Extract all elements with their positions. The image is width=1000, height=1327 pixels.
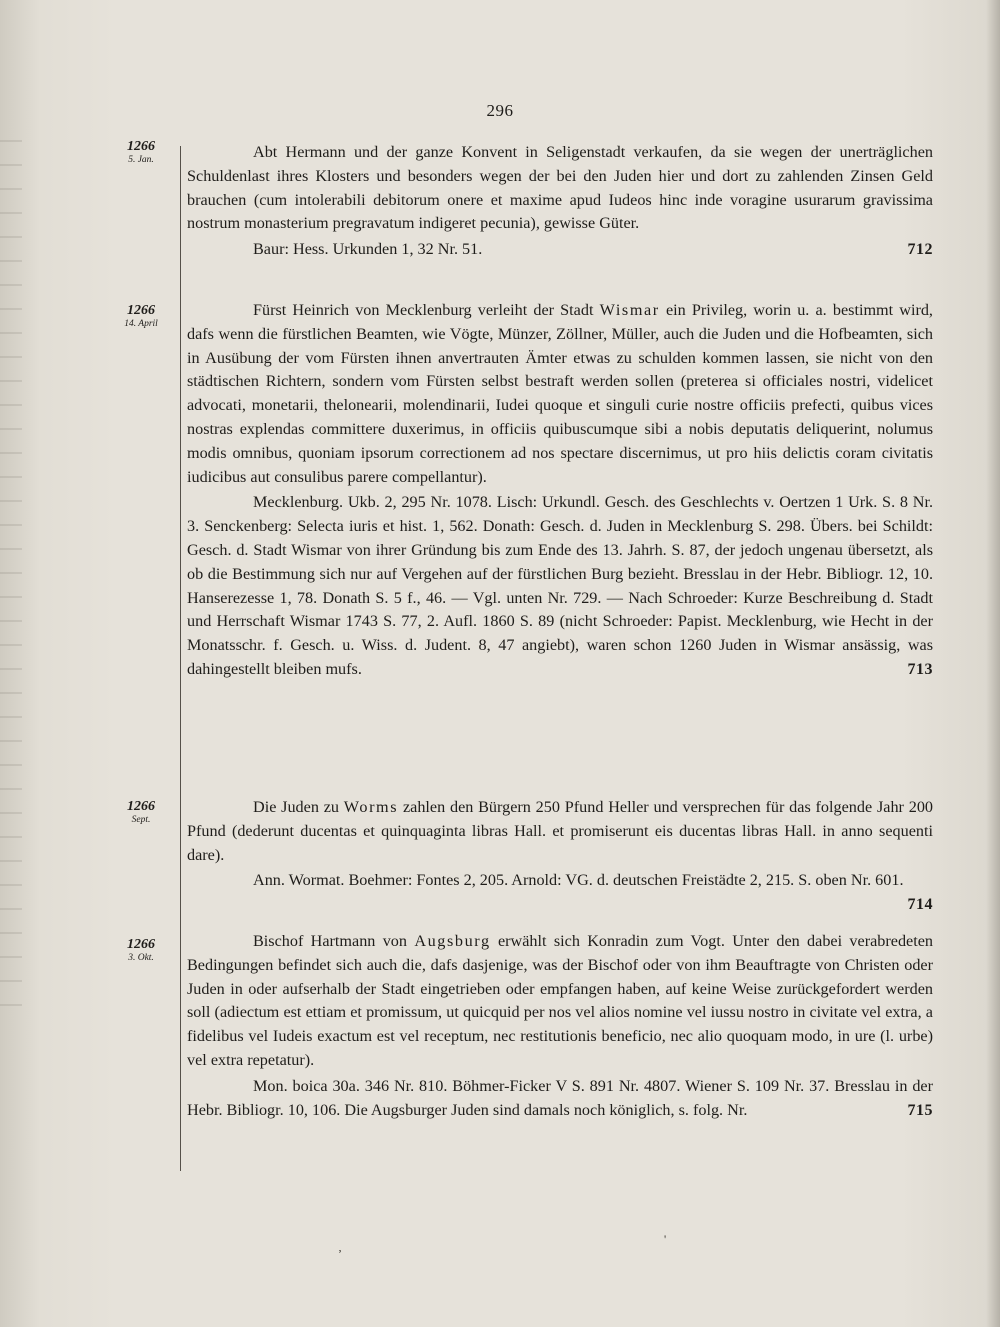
entry-day: Sept. [131, 815, 151, 825]
entry-place-spaced: Wismar [599, 301, 660, 319]
entry-text-pre: Bischof Hartmann von [253, 932, 415, 950]
entry-year: 1266 [127, 937, 155, 952]
entry-day: 14. April [124, 319, 158, 329]
date-margin-712 [110, 139, 172, 166]
entry-source: Ann. Wormat. Boehmer: Fontes 2, 205. Arnold: VG. d. deutschen Freistädte 2, 215. S. oben Nr. 601. [253, 871, 904, 890]
stray-ink-mark: ‚ [338, 1240, 342, 1254]
entry-text [187, 930, 933, 1073]
facing-page-bleed [0, 140, 22, 1020]
entry-source-line [187, 1075, 933, 1123]
date-margin-713 [110, 303, 172, 330]
entry-year: 1266 [127, 799, 155, 814]
entry-source-line [187, 869, 933, 914]
entry-body-712 [187, 141, 933, 262]
entry-source: Mon. boica 30a. 346 Nr. 810. Böhmer-Ficker V S. 891 Nr. 4807. Wiener S. 109 Nr. 37. Bresslau in der Hebr. Bibliogr. 10, 106. Die Augsburger Juden sind damals noch königlich, s. folg. Nr. [187, 1076, 933, 1119]
entry-number: 714 [907, 896, 933, 914]
page-edge-shadow [986, 0, 1000, 1327]
entry-source-line [187, 238, 933, 262]
entry-day: 3. Okt. [128, 953, 154, 963]
entry-number: 712 [907, 241, 933, 259]
entry-text-post: ein Privileg, worin u. a. bestimmt wird, dafs wenn die fürstlichen Beamten, wie Vögte, Münzer, Zöllner, Müller, auch die Juden und die Hofbeamten, sich in Ausübung der vom Fürsten ihnen anvertrauten Ämter etwas zu schulden kommen lassen, sie nicht von den städtischen Richtern, sondern vom Fürsten selbst bestraft werden sollen (preterea si officiales nostri, videlicet advocati, monetarii, thelonearii, molendinarii, Iudei quoque et singuli curie nostre officiis prefecti, quibus vices nostras explendas committere duxerimus, in officiis quibuscumque sibi a nobis deputatis deliquerint, nolumus modis omnibus, quoniam ipsorum correctionem ad nos spectare discernimus, ut pro hiis delictis coram civitatis iudicibus aut consulibus parere compellantur). [187, 301, 933, 486]
entry-text: Abt Hermann und der ganze Konvent in Seligenstadt verkaufen, da sie wegen der unerträglichen Schuldenlast ihres Klosters und besonders wegen der bei den Juden hier und dort zu zahlenden Zinsen Geld brauchen (cum intolerabili debitorum onere et maxime apud Iudeos hinc inde voragine usurarum gravissima nostrum monasterium pregravatum indigeret pecunia), gewisse Güter. [187, 143, 933, 233]
entry-text [187, 299, 933, 489]
entry-text-post: zahlen den Bürgern 250 Pfund Heller und versprechen für das folgende Jahr 200 Pfund (dederunt ducentas et quinquaginta libras Hall. et promiserunt eis ducentas libras Hall. in anno sequenti dare). [187, 798, 934, 864]
entry-place-spaced: Augsburg [414, 932, 491, 950]
entry-text [187, 796, 933, 867]
entry-day: 5. Jan. [128, 155, 154, 165]
entry-number: 713 [907, 660, 933, 678]
margin-rule [180, 146, 181, 1171]
page-number: 296 [486, 101, 514, 120]
date-margin-714 [110, 799, 172, 826]
entry-source-line [187, 491, 933, 681]
date-margin-715 [110, 937, 172, 964]
entry-year: 1266 [127, 303, 155, 318]
stray-ink-mark: ' [664, 1232, 667, 1246]
entry-number: 715 [907, 1101, 933, 1119]
entry-source: Mecklenburg. Ukb. 2, 295 Nr. 1078. Lisch: Urkundl. Gesch. des Geschlechts v. Oertzen 1 Urk. S. 8 Nr. 3. Senckenberg: Selecta iuris et hist. 1, 562. Donath: Gesch. d. Juden in Mecklenburg S. 298. Übers. bei Schildt: Gesch. d. Stadt Wismar von ihrer Gründung bis zum Ende des 13. Jahrh. S. 87, der jedoch ungenau übersetzt, als ob die Bestimmung sich nur auf Vergehen auf der fürstlichen Burg bezieht. Bresslau in der Hebr. Bibliogr. 12, 10. Hanserezesse 1, 78. Donath S. 5 f., 46. — Vgl. unten Nr. 729. — Nach Schroeder: Kurze Beschreibung d. Stadt und Herrschaft Wismar 1743 S. 77, 2. Aufl. 1860 S. 89 (nicht Schroeder: Papist. Mecklenburg, wie Hecht in der Monatsschr. f. Gesch. u. Wiss. d. Judent. 8, 47 angiebt), waren schon 1260 Juden in Wismar ansässig, was dahingestellt bleiben mufs. [187, 493, 933, 678]
entry-source: Baur: Hess. Urkunden 1, 32 Nr. 51. [253, 240, 483, 259]
entry-year: 1266 [127, 139, 155, 154]
entry-body-714 [187, 796, 933, 917]
entry-text-pre: Fürst Heinrich von Mecklenburg verleiht der Stadt [253, 301, 600, 319]
entry-text-pre: Die Juden zu [253, 798, 344, 816]
entry-body-715 [187, 930, 933, 1122]
entry-place-spaced: Worms [343, 798, 399, 816]
entry-text-post: erwählt sich Konradin zum Vogt. Unter den dabei verabredeten Bedingungen befindet sich auch die, dafs dasjenige, was der Bischof oder von ihm Beauftragte von Christen oder Juden in oder aufserhalb der Stadt eingetrieben oder empfangen haben, auf keine Weise zurückgefordert werden soll (adiectum est ettiam et promissum, ut quicquid per nos vel alios nomine vel iussu nostro in civitate vel extra, a fidelibus vel Iudeis exactum est vel receptum, nec restitutionis beneficio, nec alio quoquam modo, in ure (l. urbe) vel extra repetatur). [187, 932, 933, 1069]
entry-body-713 [187, 299, 933, 682]
